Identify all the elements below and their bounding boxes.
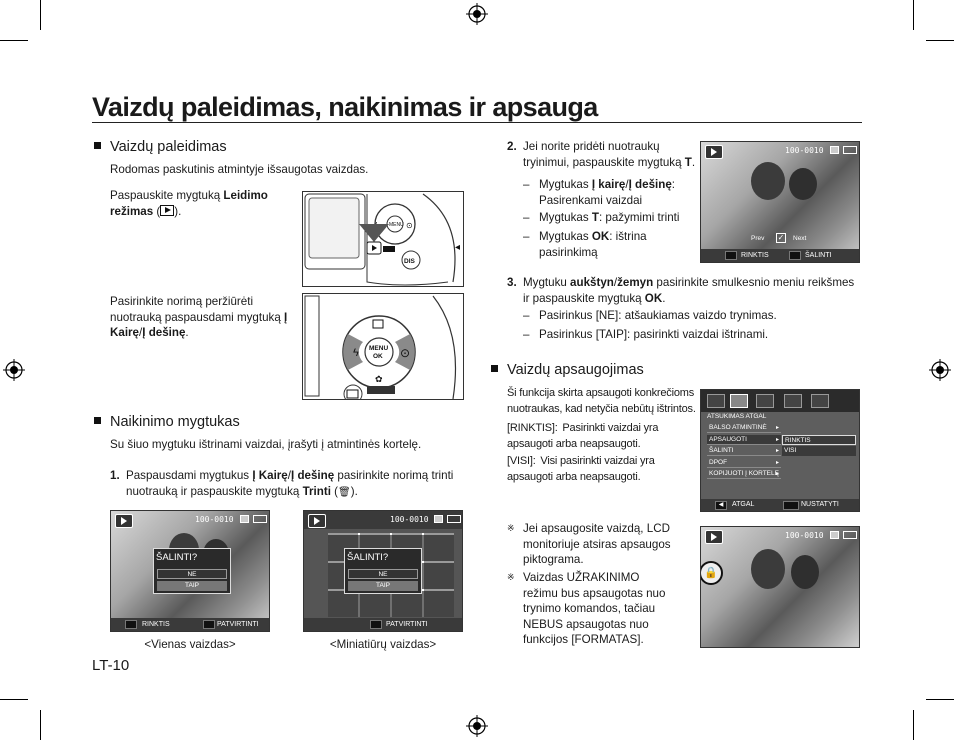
bullet-square-icon bbox=[94, 417, 101, 424]
svg-text:ϟ: ϟ bbox=[353, 347, 359, 359]
dash-t: – Mygtukas T: pažymimi trinti bbox=[523, 211, 680, 224]
registration-mark-icon bbox=[466, 715, 488, 737]
menu-button-bar: ◀ ATGAL NUSTATYTI bbox=[701, 499, 859, 511]
trash-icon: 🗑 bbox=[338, 486, 351, 498]
camera-play-button-icon bbox=[303, 192, 464, 287]
note-format: ※ Vaizdas UŽRAKINIMO režimu bus apsaugotas nuo trynimo komandos, tačiau NEBUS apsaugotas nuo funkcijos [FORMATAS]. bbox=[507, 571, 666, 646]
page-number: LT-10 bbox=[92, 657, 130, 674]
option-yes[interactable]: TAIP bbox=[348, 581, 418, 591]
svg-text:✿: ✿ bbox=[375, 374, 383, 384]
menu-row[interactable]: APSAUGOTI ▸ bbox=[707, 435, 781, 445]
sound-tab-icon[interactable] bbox=[756, 394, 774, 408]
check-box-icon[interactable]: ✓ bbox=[777, 233, 785, 242]
dash-no: – Pasirinkus [NE]: atšaukiamas vaizdo trynimas. bbox=[523, 309, 777, 322]
crop-mark bbox=[926, 40, 954, 41]
submenu-option[interactable]: VISI bbox=[782, 446, 856, 456]
svg-text:MENU: MENU bbox=[389, 222, 404, 228]
crop-mark bbox=[913, 0, 914, 30]
step-select-image: Pasirinkite norimą peržiūrėti nuotrauką paspausdami mygtuką Į Kairę/Į dešinę. bbox=[110, 295, 288, 339]
bullet-square-icon bbox=[491, 365, 498, 372]
lcd-button-bar: PATVIRTINTI bbox=[304, 618, 462, 631]
option-yes[interactable]: TAIP bbox=[157, 581, 227, 591]
title-rule bbox=[92, 122, 862, 123]
prev-label: Prev bbox=[751, 235, 765, 242]
delete-dialog: ŠALINTI? NE TAIP bbox=[153, 548, 231, 594]
menu-row[interactable]: BALSO ATMINTINĖ ▸ bbox=[707, 423, 781, 433]
registration-mark-icon bbox=[929, 359, 951, 381]
rinktis-desc: [RINKTIS]: Pasirinkti vaizdai yra apsaugoti arba neapsaugoti. bbox=[507, 422, 659, 450]
svg-text:⊙: ⊙ bbox=[406, 221, 413, 230]
playback-icon bbox=[705, 145, 723, 159]
section-desc: Rodomas paskutinis atmintyje išsaugotas vaizdas. bbox=[110, 163, 369, 176]
memory-card-icon bbox=[434, 515, 443, 523]
playback-tab-icon[interactable] bbox=[730, 394, 748, 408]
option-no[interactable]: NE bbox=[157, 569, 227, 579]
page-title: Vaizdų paleidimas, naikinimas ir apsauga bbox=[92, 92, 598, 122]
memory-card-icon bbox=[240, 515, 249, 523]
dash-yes: – Pasirinkus [TAIP]: pasirinkti vaizdai ištrinami. bbox=[523, 328, 769, 341]
section-heading-protect: Vaizdų apsaugojimas bbox=[491, 362, 644, 378]
dpad-icon bbox=[303, 294, 464, 400]
crop-mark bbox=[0, 40, 28, 41]
note-protect-icon: ※ Jei apsaugosite vaizdą, LCD monitoriuje atsiras apsaugos piktograma. bbox=[507, 522, 671, 566]
photo-couple bbox=[701, 142, 859, 262]
memory-card-icon bbox=[830, 146, 839, 154]
crop-mark bbox=[926, 699, 954, 700]
step-playback-mode: Paspauskite mygtuką Leidimo režimas ( ). bbox=[110, 189, 268, 218]
lcd-multi-select: 100-0010 Prev ✓ Next RINKTIS ŠALINTI bbox=[700, 141, 860, 263]
section-heading-delete: Naikinimo mygtukas bbox=[94, 414, 240, 430]
lcd-button-bar: RINKTIS ŠALINTI bbox=[701, 249, 859, 262]
step-1: 1. Paspausdami mygtukus Į Kairę/Į dešinę pasirinkite norimą trinti nuotrauką ir paspauskite mygtuką Trinti (🗑). bbox=[110, 469, 454, 498]
menu-header: ATSUKIMAS ATGAL bbox=[707, 413, 767, 420]
camera-dpad-illustration bbox=[302, 293, 464, 400]
battery-icon bbox=[253, 515, 267, 523]
submenu-option[interactable]: RINKTIS bbox=[782, 435, 856, 445]
menu-row[interactable]: DPOF ▸ bbox=[707, 458, 781, 468]
step-3: 3. Mygtuku aukštyn/žemyn pasirinkite smulkesnio meniu reikšmes ir paspauskite mygtuką OK. bbox=[507, 276, 855, 305]
playback-icon bbox=[308, 514, 326, 528]
lcd-button-bar: RINKTIS PATVIRTINTI bbox=[111, 618, 269, 631]
lcd-locked-view: 100-0010 🔒 bbox=[700, 526, 860, 648]
svg-text:MENU: MENU bbox=[369, 345, 389, 352]
caption-thumbnail: <Miniatiūrų vaizdas> bbox=[329, 638, 437, 651]
next-label: Next bbox=[793, 235, 807, 242]
registration-mark-icon bbox=[466, 3, 488, 25]
protect-menu-screen bbox=[700, 389, 860, 512]
section-desc: Ši funkcija skirta apsaugoti konkrečioms nuotraukas, kad netyčia nebūtų ištrintos. bbox=[507, 387, 696, 415]
section-desc: Su šiuo mygtuku ištrinami vaizdai, įrašyti į atmintinės kortelę. bbox=[110, 438, 422, 451]
lock-icon: 🔒 bbox=[700, 561, 723, 585]
lcd-single-view bbox=[110, 510, 270, 632]
caption-single: <Vienas vaizdas> bbox=[144, 638, 236, 651]
crop-mark bbox=[913, 710, 914, 740]
battery-icon bbox=[447, 515, 461, 523]
bullet-square-icon bbox=[94, 142, 101, 149]
crop-mark bbox=[40, 710, 41, 740]
playback-icon bbox=[705, 530, 723, 544]
lcd-thumbnail-view: 100-0010 ŠALINTI? NE TAIP PATVIRTINTI bbox=[303, 510, 463, 632]
section-heading-playback: Vaizdų paleidimas bbox=[94, 139, 227, 155]
camera-tab-icon[interactable] bbox=[707, 394, 725, 408]
svg-text:◂: ◂ bbox=[455, 242, 461, 253]
svg-text:DIS: DIS bbox=[404, 258, 415, 265]
camera-back-illustration bbox=[302, 191, 464, 287]
settings-tab-icon[interactable] bbox=[811, 394, 829, 408]
dash-ok: – Mygtukas OK: ištrina pasirinkimą bbox=[523, 230, 647, 259]
play-mode-icon bbox=[160, 205, 174, 216]
svg-text:⊙: ⊙ bbox=[400, 346, 411, 360]
playback-icon bbox=[115, 514, 133, 528]
battery-icon bbox=[843, 531, 857, 539]
left-arrow-icon: ◀ bbox=[715, 501, 727, 510]
option-no[interactable]: NE bbox=[348, 569, 418, 579]
registration-mark-icon bbox=[3, 359, 25, 381]
delete-dialog: ŠALINTI? NE TAIP bbox=[344, 548, 422, 594]
display-tab-icon[interactable] bbox=[784, 394, 802, 408]
svg-text:OK: OK bbox=[373, 353, 383, 360]
crop-mark bbox=[40, 0, 41, 30]
dash-left-right: – Mygtukas Į kairę/Į dešinę: Pasirenkami vaizdai bbox=[523, 178, 676, 207]
crop-mark bbox=[0, 699, 28, 700]
visi-desc: [VISI]: Visi pasirinkti vaizdai yra apsaugoti arba neapsaugoti. bbox=[507, 455, 655, 483]
step-2: 2. Jei norite pridėti nuotraukų tryinimui, paspauskite mygtuką T. bbox=[507, 140, 696, 169]
file-number: 100-0010 bbox=[195, 515, 234, 524]
memory-card-icon bbox=[830, 531, 839, 539]
menu-row[interactable]: ŠALINTI ▸ bbox=[707, 446, 781, 456]
menu-row[interactable]: KOPIJUOTI Į KORTELĘ ▸ bbox=[707, 469, 781, 479]
photo-couple bbox=[701, 527, 859, 647]
battery-icon bbox=[843, 146, 857, 154]
